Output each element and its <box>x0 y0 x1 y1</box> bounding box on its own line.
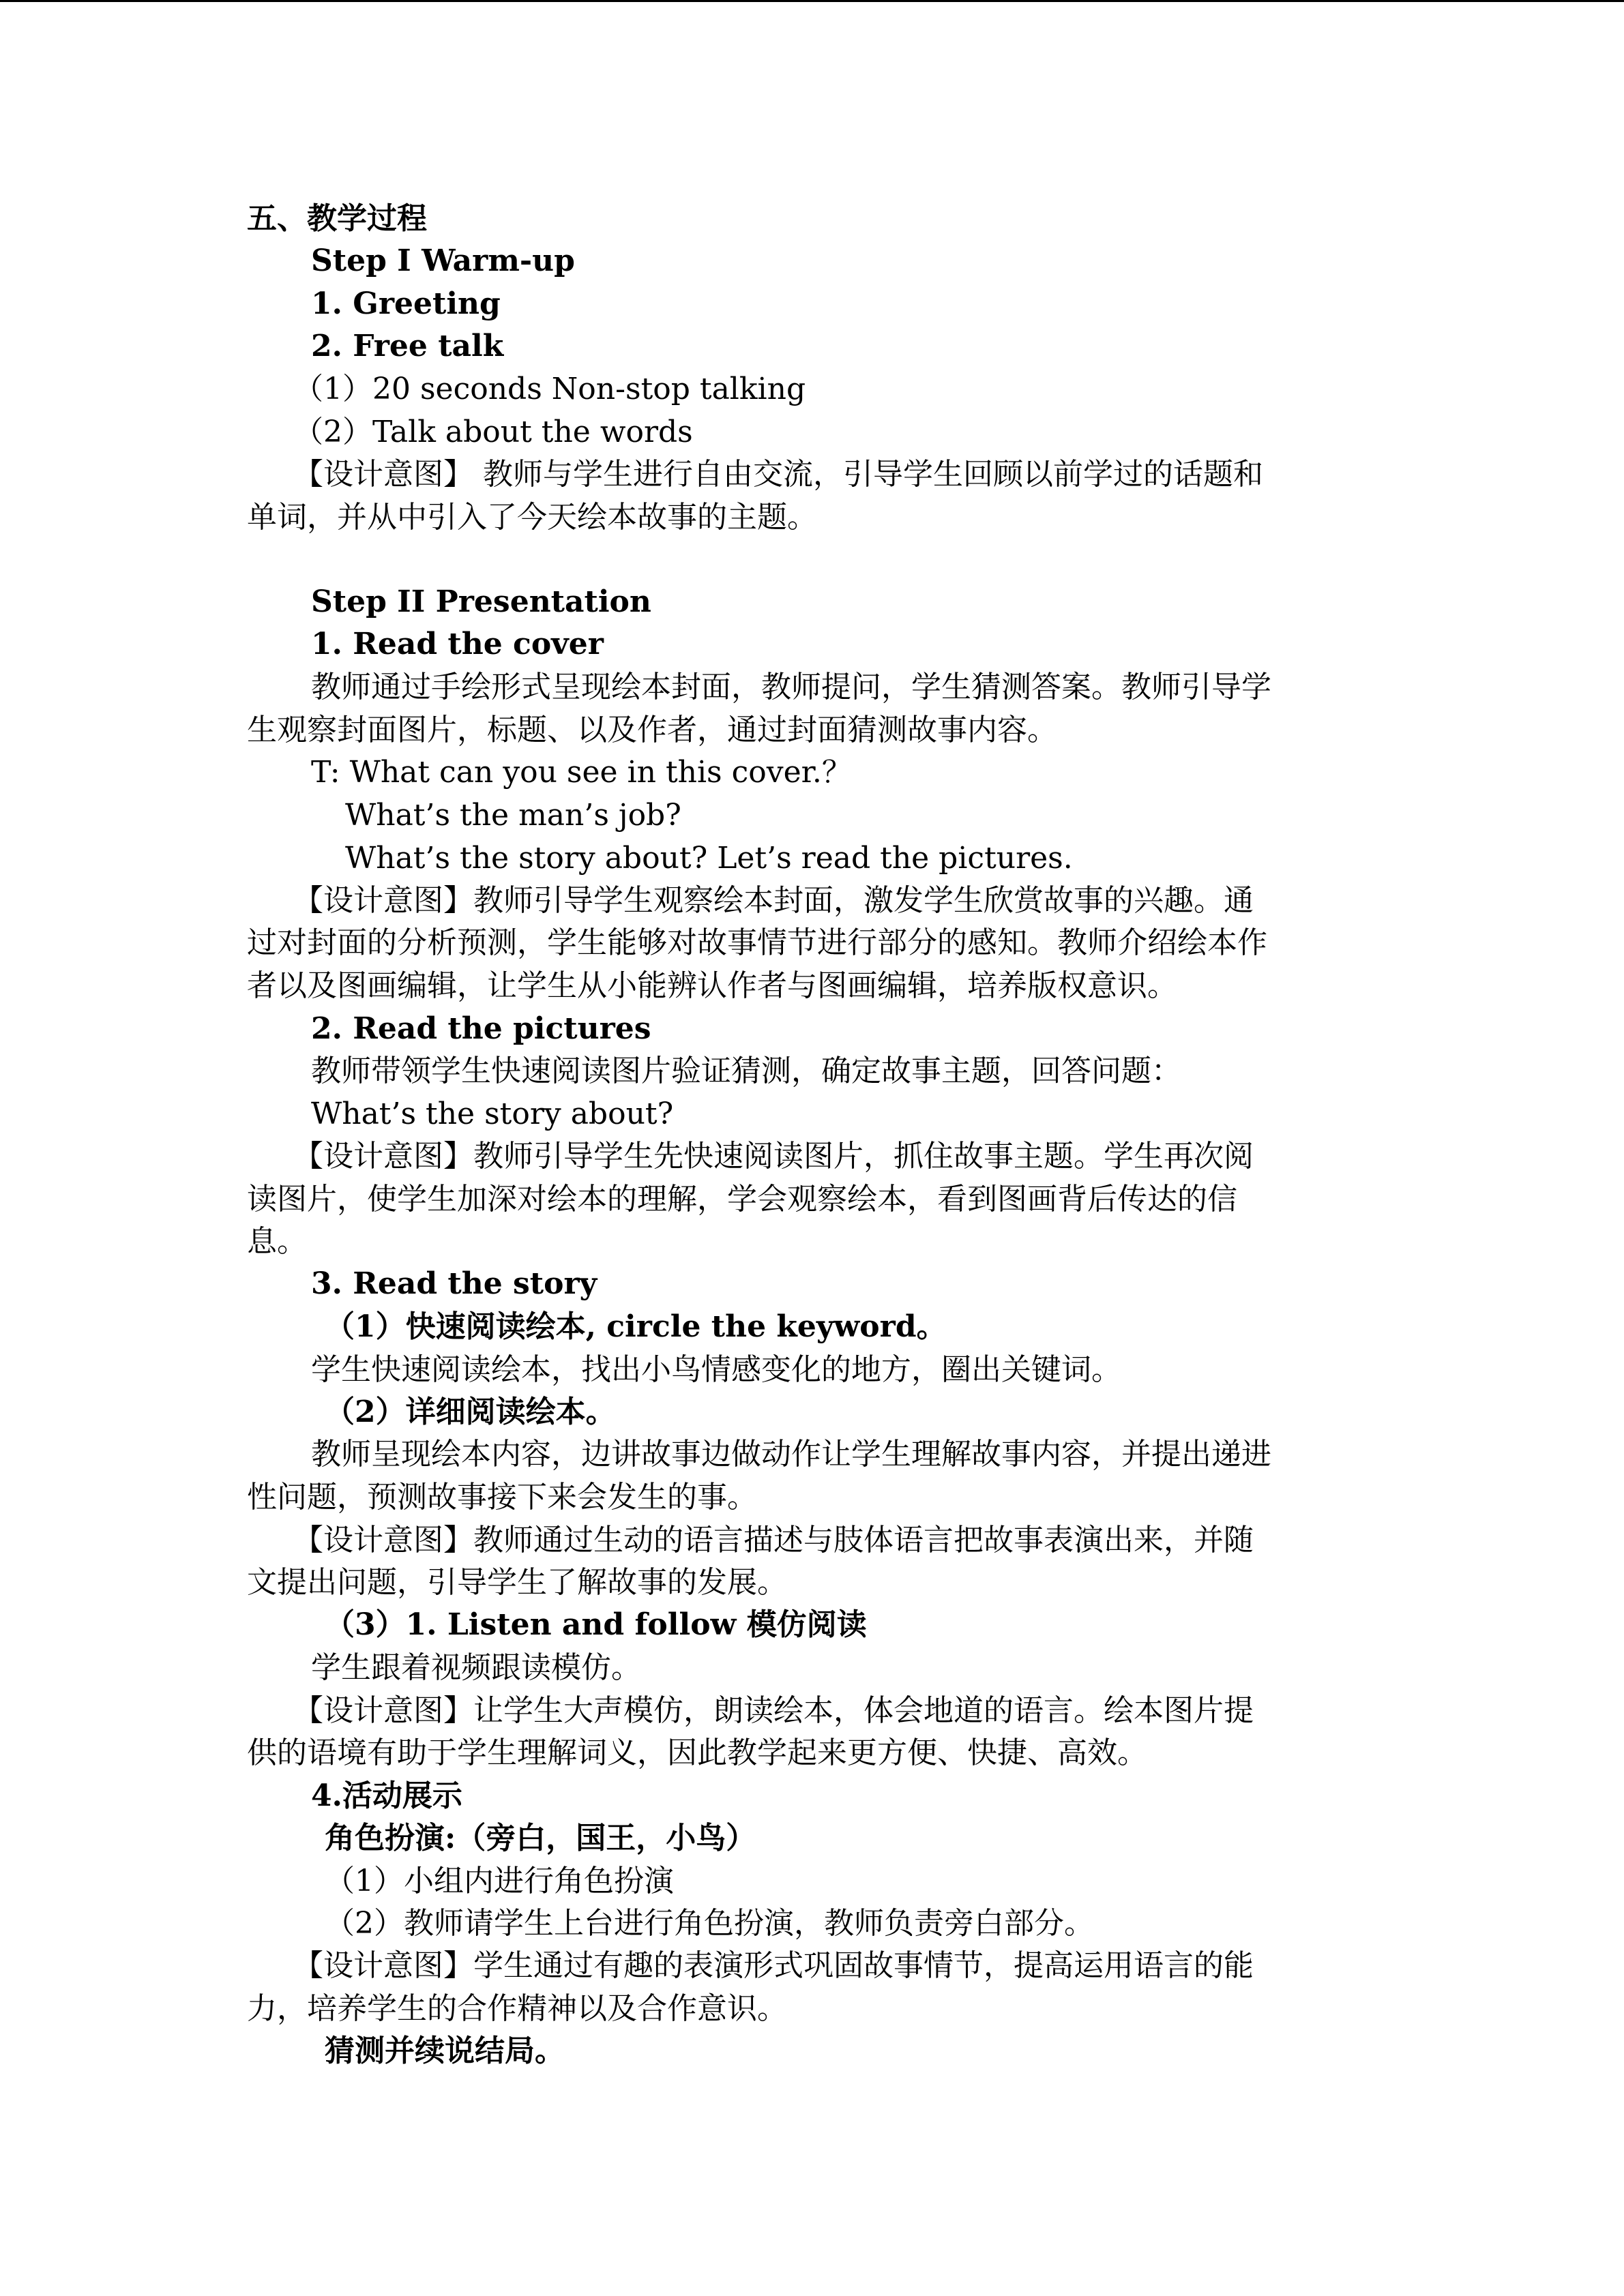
text-line: 【设计意图】教师引导学生先快速阅读图片，抓住故事主题。学生再次阅 <box>293 1139 1254 1174</box>
text-line: 息。 <box>247 1224 307 1259</box>
text-line: What’s the story about? <box>311 1097 674 1131</box>
text-line: 【设计意图】 教师与学生进行自由交流，引导学生回顾以前学过的话题和 <box>293 457 1263 492</box>
text-line: 【设计意图】学生通过有趣的表演形式巩固故事情节，提高运用语言的能 <box>293 1948 1254 1983</box>
text-line: 【设计意图】教师引导学生观察绘本封面，激发学生欣赏故事的兴趣。通 <box>293 883 1254 918</box>
text-line: What’s the story about? Let’s read the pictures. <box>345 841 1073 876</box>
text-line: 教师带领学生快速阅读图片验证猜测，确定故事主题，回答问题： <box>311 1054 1181 1088</box>
text-line: 过对封面的分析预测，学生能够对故事情节进行部分的感知。教师介绍绘本作 <box>247 925 1267 960</box>
text-line: 【设计意图】让学生大声模仿，朗读绘本，体会地道的语言。绘本图片提 <box>293 1693 1254 1728</box>
text-line: 角色扮演:（旁白，国王，小鸟） <box>325 1821 756 1855</box>
text-line: 1. Greeting <box>311 286 501 321</box>
text-line: 单词，并从中引入了今天绘本故事的主题。 <box>247 500 817 535</box>
text-line: 学生跟着视频跟读模仿。 <box>311 1650 641 1685</box>
text-line: 2. Read the pictures <box>311 1011 651 1046</box>
text-line: （1）20 seconds Non-stop talking <box>293 372 806 406</box>
text-line: 读图片，使学生加深对绘本的理解，学会观察绘本，看到图画背后传达的信 <box>247 1182 1237 1217</box>
text-line: （2）教师请学生上台进行角色扮演，教师负责旁白部分。 <box>325 1906 1094 1941</box>
text-line: 性问题，预测故事接下来会发生的事。 <box>247 1480 757 1515</box>
text-line: 生观察封面图片，标题、以及作者，通过封面猜测故事内容。 <box>247 713 1057 747</box>
text-line: 力，培养学生的合作精神以及合作意识。 <box>247 1991 787 2026</box>
text-line: （3）1. Listen and follow 模仿阅读 <box>325 1607 867 1642</box>
text-line: 者以及图画编辑，让学生从小能辨认作者与图画编辑，培养版权意识。 <box>247 968 1177 1003</box>
text-line: What’s the man’s job? <box>345 798 681 833</box>
text-line: （1）小组内进行角色扮演 <box>325 1864 674 1898</box>
text-line: 【设计意图】教师通过生动的语言描述与肢体语言把故事表演出来，并随 <box>293 1523 1254 1557</box>
text-line: 教师呈现绘本内容，边讲故事边做动作让学生理解故事内容，并提出递进 <box>311 1437 1271 1472</box>
text-line: （1）快速阅读绘本, circle the keyword。 <box>325 1309 947 1344</box>
text-line: 文提出问题，引导学生了解故事的发展。 <box>247 1565 787 1600</box>
text-line: T: What can you see in this cover.？ <box>311 755 852 790</box>
text-line: 五、教学过程 <box>247 201 427 236</box>
text-line: 猜测并续说结局。 <box>325 2033 565 2068</box>
text-line: 教师通过手绘形式呈现绘本封面，教师提问，学生猜测答案。教师引导学 <box>311 670 1271 704</box>
text-line: （2）Talk about the words <box>293 415 693 449</box>
text-line: 3. Read the story <box>311 1266 597 1301</box>
text-line: 4.活动展示 <box>311 1778 462 1813</box>
text-line: Step II Presentation <box>311 584 651 619</box>
text-line: 1. Read the cover <box>311 627 604 661</box>
text-line: 2. Free talk <box>311 329 504 363</box>
text-line: Step I Warm-up <box>311 243 575 278</box>
text-line: 学生快速阅读绘本，找出小鸟情感变化的地方，圈出关键词。 <box>311 1352 1121 1387</box>
text-line: （2）详细阅读绘本。 <box>325 1395 616 1429</box>
text-line: 供的语境有助于学生理解词义，因此教学起来更方便、快捷、高效。 <box>247 1735 1147 1770</box>
